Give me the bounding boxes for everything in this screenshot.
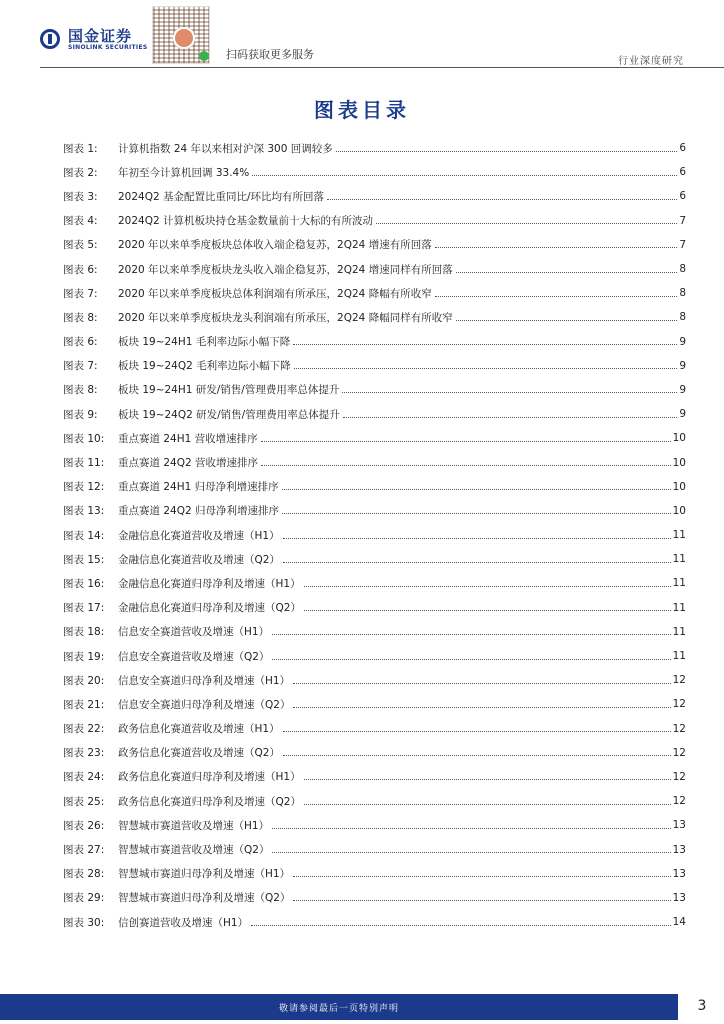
toc-leader-dots xyxy=(304,804,671,805)
toc-entry-text: 智慧城市赛道营收及增速（Q2） xyxy=(118,844,270,857)
toc-entry-page: 13 xyxy=(672,891,686,904)
toc-entry-label: 图表 21: xyxy=(63,698,105,711)
toc-leader-dots xyxy=(283,562,671,563)
toc-leader-dots xyxy=(252,175,677,176)
page-footer xyxy=(0,994,724,1024)
toc-entry[interactable] xyxy=(63,692,686,716)
toc-leader-dots xyxy=(336,151,678,152)
toc-entry-page: 13 xyxy=(672,819,686,832)
toc-entry-text: 信息安全赛道归母净利及增速（Q2） xyxy=(118,698,291,711)
toc-entry-page: 10 xyxy=(672,456,686,469)
toc-entry-label: 图表 18: xyxy=(63,626,105,639)
toc-entry-page: 14 xyxy=(672,916,686,929)
sinolink-logo xyxy=(40,28,147,52)
toc-entry-label: 图表 3: xyxy=(63,190,98,203)
toc-entry-page: 6 xyxy=(679,142,686,155)
toc-entry-text: 重点赛道 24H1 营收增速排序 xyxy=(118,432,258,445)
toc-entry-text: 板块 19~24Q2 研发/销售/管理费用率总体提升 xyxy=(118,408,340,421)
toc-entry[interactable] xyxy=(63,233,686,257)
toc-entry-page: 12 xyxy=(672,698,686,711)
toc-entry-text: 金融信息化赛道营收及增速（Q2） xyxy=(118,553,280,566)
qr-avatar-icon xyxy=(173,27,195,49)
toc-leader-dots xyxy=(293,876,671,877)
toc-entry[interactable] xyxy=(63,813,686,837)
header-divider xyxy=(40,67,724,68)
toc-entry-label: 图表 22: xyxy=(63,723,105,736)
toc-entry-label: 图表 28: xyxy=(63,868,105,881)
toc-entry-label: 图表 1: xyxy=(63,142,98,155)
report-type: 行业深度研究 xyxy=(618,56,684,67)
toc-entry[interactable] xyxy=(63,402,686,426)
toc-leader-dots xyxy=(343,417,678,418)
wechat-badge-icon xyxy=(199,51,209,61)
toc-entry-page: 9 xyxy=(679,359,686,372)
toc-entry-label: 图表 7: xyxy=(63,360,98,373)
toc-entry[interactable] xyxy=(63,886,686,910)
toc-entry-text: 2020 年以来单季度板块总体利润端有所承压，2Q24 降幅有所收窄 xyxy=(118,287,432,300)
toc-entry[interactable] xyxy=(63,571,686,595)
qr-code-icon[interactable] xyxy=(152,6,210,64)
toc-entry[interactable] xyxy=(63,305,686,329)
toc-entry-text: 重点赛道 24Q2 归母净利增速排序 xyxy=(118,505,279,518)
toc-entry-page: 10 xyxy=(672,504,686,517)
footer-bar xyxy=(0,994,678,1020)
toc-entry[interactable] xyxy=(63,717,686,741)
toc-leader-dots xyxy=(282,513,671,514)
toc-entry-text: 信息安全赛道归母净利及增速（H1） xyxy=(118,674,291,687)
toc-entry[interactable] xyxy=(63,499,686,523)
toc-entry[interactable] xyxy=(63,862,686,886)
toc-leader-dots xyxy=(456,272,678,273)
toc-entry-label: 图表 8: xyxy=(63,311,98,324)
toc-entry-text: 重点赛道 24H1 归母净利增速排序 xyxy=(118,481,279,494)
toc-leader-dots xyxy=(293,683,671,684)
toc-entry[interactable] xyxy=(63,209,686,233)
toc-entry-page: 13 xyxy=(672,867,686,880)
toc-entry[interactable] xyxy=(63,354,686,378)
toc-entry[interactable] xyxy=(63,184,686,208)
toc-entry-page: 12 xyxy=(672,770,686,783)
toc-leader-dots xyxy=(456,320,678,321)
toc-entry-label: 图表 6: xyxy=(63,336,98,349)
toc-leader-dots xyxy=(293,900,670,901)
toc-entry-label: 图表 5: xyxy=(63,239,98,252)
toc-entry[interactable] xyxy=(63,547,686,571)
toc-entry-label: 图表 26: xyxy=(63,819,105,832)
toc-entry-page: 10 xyxy=(672,480,686,493)
sinolink-logo-icon xyxy=(40,29,62,51)
toc-entry[interactable] xyxy=(63,160,686,184)
toc-entry[interactable] xyxy=(63,426,686,450)
toc-entry-text: 政务信息化赛道营收及增速（H1） xyxy=(118,723,280,736)
toc-leader-dots xyxy=(304,586,671,587)
toc-entry[interactable] xyxy=(63,620,686,644)
footer-disclaimer: 敬请参阅最后一页特别声明 xyxy=(278,1003,399,1014)
toc-entry-text: 计算机指数 24 年以来相对沪深 300 回调较多 xyxy=(118,142,333,155)
toc-entry-page: 6 xyxy=(679,190,686,203)
toc-entry[interactable] xyxy=(63,765,686,789)
toc-entry-page: 8 xyxy=(679,263,686,276)
toc-entry-label: 图表 30: xyxy=(63,916,105,929)
toc-entry-page: 7 xyxy=(679,214,686,227)
toc-entry-label: 图表 24: xyxy=(63,771,105,784)
toc-leader-dots xyxy=(342,392,677,393)
toc-entry-label: 图表 12: xyxy=(63,481,105,494)
page-header xyxy=(0,0,724,72)
toc-entry-label: 图表 16: xyxy=(63,577,105,590)
toc-entry-label: 图表 19: xyxy=(63,650,105,663)
toc-entry-text: 金融信息化赛道归母净利及增速（H1） xyxy=(118,577,301,590)
toc-entry-page: 8 xyxy=(679,311,686,324)
toc-entry-label: 图表 11: xyxy=(63,457,105,470)
toc-leader-dots xyxy=(282,489,671,490)
toc-entry-label: 图表 17: xyxy=(63,602,105,615)
toc-entry[interactable] xyxy=(63,644,686,668)
toc-entry-text: 智慧城市赛道归母净利及增速（Q2） xyxy=(118,892,291,905)
toc-entry-text: 政务信息化赛道营收及增速（Q2） xyxy=(118,747,280,760)
toc-entry-page: 9 xyxy=(679,335,686,348)
logo-name-en: SINOLINK SECURITIES xyxy=(68,44,148,51)
toc-entry-page: 7 xyxy=(679,238,686,251)
toc-entry-text: 金融信息化赛道营收及增速（H1） xyxy=(118,529,280,542)
toc-leader-dots xyxy=(272,852,670,853)
toc-entry[interactable] xyxy=(63,330,686,354)
toc-entry-page: 11 xyxy=(672,625,686,638)
toc-leader-dots xyxy=(272,634,671,635)
toc-entry-label: 图表 8: xyxy=(63,384,98,397)
toc-entry[interactable] xyxy=(63,910,686,934)
toc-entry-text: 板块 19~24H1 研发/销售/管理费用率总体提升 xyxy=(118,384,340,397)
toc-entry-label: 图表 25: xyxy=(63,795,105,808)
toc-entry-text: 2024Q2 计算机板块持仓基金数量前十大标的有所波动 xyxy=(118,215,374,228)
toc-entry-page: 11 xyxy=(672,577,686,590)
toc-entry-page: 12 xyxy=(672,746,686,759)
toc-entry-label: 图表 14: xyxy=(63,529,105,542)
toc-leader-dots xyxy=(304,779,671,780)
toc-entry-label: 图表 4: xyxy=(63,215,98,228)
toc-entry-text: 年初至今计算机回调 33.4% xyxy=(118,166,250,179)
toc-leader-dots xyxy=(435,247,678,248)
toc-entry-label: 图表 2: xyxy=(63,166,98,179)
toc-leader-dots xyxy=(304,610,671,611)
toc-entry[interactable] xyxy=(63,789,686,813)
toc-entry[interactable] xyxy=(63,741,686,765)
toc-entry-text: 政务信息化赛道归母净利及增速（Q2） xyxy=(118,795,301,808)
toc-entry-text: 2020 年以来单季度板块龙头利润端有所承压，2Q24 降幅同样有所收窄 xyxy=(118,311,453,324)
toc-entry[interactable] xyxy=(63,378,686,402)
toc-leader-dots xyxy=(294,368,678,369)
toc-entry-text: 信创赛道营收及增速（H1） xyxy=(118,916,249,929)
toc-entry-text: 板块 19~24Q2 毛利率边际小幅下降 xyxy=(118,360,291,373)
toc-leader-dots xyxy=(376,223,677,224)
toc-entry[interactable] xyxy=(63,281,686,305)
toc-entry-page: 10 xyxy=(672,432,686,445)
toc-entry-text: 智慧城市赛道营收及增速（H1） xyxy=(118,819,270,832)
toc-entry[interactable] xyxy=(63,450,686,474)
toc-leader-dots xyxy=(261,465,671,466)
toc-entry-label: 图表 7: xyxy=(63,287,98,300)
toc-entry-text: 智慧城市赛道归母净利及增速（H1） xyxy=(118,868,291,881)
page-number: 3 xyxy=(697,998,707,1014)
toc-entry-page: 11 xyxy=(672,529,686,542)
toc-leader-dots xyxy=(272,659,670,660)
toc-entry-page: 8 xyxy=(679,287,686,300)
toc-entry-page: 12 xyxy=(672,674,686,687)
toc-entry-text: 2020 年以来单季度板块总体收入端企稳复苏，2Q24 增速有所回落 xyxy=(118,239,432,252)
qr-caption: 扫码获取更多服务 xyxy=(226,48,314,61)
toc-entry-label: 图表 6: xyxy=(63,263,98,276)
toc-title: 图表目录 xyxy=(314,98,410,122)
toc-entry-label: 图表 27: xyxy=(63,844,105,857)
toc-entry-page: 11 xyxy=(672,601,686,614)
toc-entry-page: 13 xyxy=(672,843,686,856)
toc-leader-dots xyxy=(283,731,671,732)
toc-entry-label: 图表 20: xyxy=(63,674,105,687)
toc-leader-dots xyxy=(283,538,671,539)
toc-entry[interactable] xyxy=(63,523,686,547)
toc-entry-page: 6 xyxy=(679,166,686,179)
toc-leader-dots xyxy=(261,441,671,442)
toc-entry-label: 图表 9: xyxy=(63,408,98,421)
toc-entry-page: 11 xyxy=(672,553,686,566)
toc-entry-text: 信息安全赛道营收及增速（Q2） xyxy=(118,650,270,663)
toc-entry-label: 图表 23: xyxy=(63,747,105,760)
toc-entry-text: 2020 年以来单季度板块龙头收入端企稳复苏，2Q24 增速同样有所回落 xyxy=(118,263,453,276)
toc-leader-dots xyxy=(251,925,671,926)
toc-entry-text: 重点赛道 24Q2 营收增速排序 xyxy=(118,457,258,470)
toc-entry-page: 12 xyxy=(672,795,686,808)
toc-entry-page: 11 xyxy=(672,650,686,663)
toc-entry[interactable] xyxy=(63,596,686,620)
toc-leader-dots xyxy=(283,755,671,756)
toc-entry-text: 2024Q2 基金配置比重同比/环比均有所回落 xyxy=(118,190,325,203)
toc-leader-dots xyxy=(293,707,670,708)
toc-entry-label: 图表 10: xyxy=(63,432,105,445)
toc-list xyxy=(63,136,686,934)
toc-entry-text: 金融信息化赛道归母净利及增速（Q2） xyxy=(118,602,301,615)
toc-entry-text: 政务信息化赛道归母净利及增速（H1） xyxy=(118,771,301,784)
toc-entry-text: 板块 19~24H1 毛利率边际小幅下降 xyxy=(118,336,291,349)
toc-entry-text: 信息安全赛道营收及增速（H1） xyxy=(118,626,270,639)
toc-leader-dots xyxy=(435,296,678,297)
toc-entry[interactable] xyxy=(63,257,686,281)
toc-entry-page: 12 xyxy=(672,722,686,735)
toc-entry[interactable] xyxy=(63,837,686,861)
toc-leader-dots xyxy=(272,828,671,829)
toc-entry-label: 图表 13: xyxy=(63,505,105,518)
logo-name-cn: 国金证券 xyxy=(68,27,133,45)
toc-entry-label: 图表 29: xyxy=(63,892,105,905)
toc-entry[interactable] xyxy=(63,136,686,160)
toc-leader-dots xyxy=(327,199,677,200)
toc-entry[interactable] xyxy=(63,475,686,499)
toc-entry-page: 9 xyxy=(679,408,686,421)
toc-leader-dots xyxy=(293,344,677,345)
toc-entry-page: 9 xyxy=(679,383,686,396)
toc-entry[interactable] xyxy=(63,668,686,692)
toc-entry-label: 图表 15: xyxy=(63,553,105,566)
